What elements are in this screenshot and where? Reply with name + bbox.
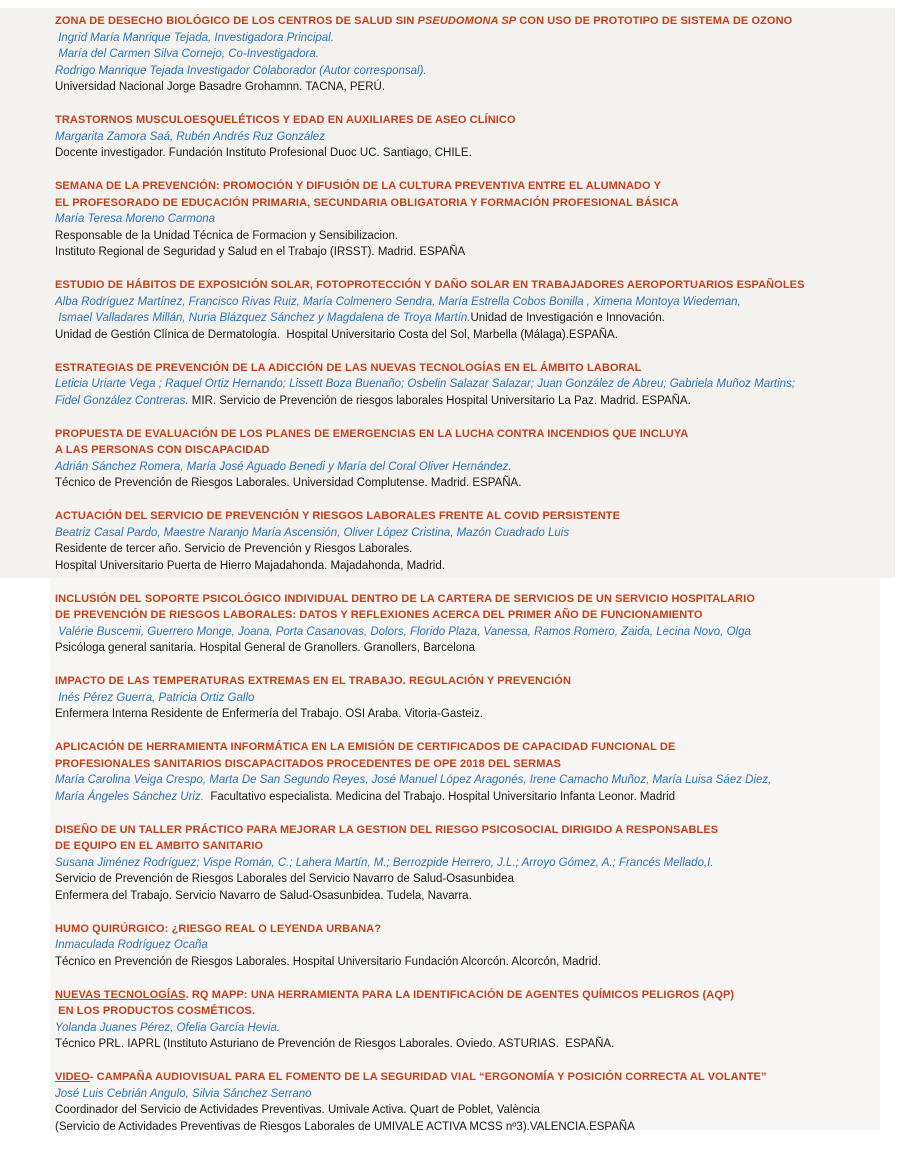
paper-authors-line [55, 624, 900, 641]
paper-title-line [55, 739, 900, 756]
text-segment-author: Valérie Buscemi, Guerrero Monge, Joana, Porta Casanovas, Dolors, Florido Plaza, Vanessa, Ramos Romero, Zaida, Lecina Novo, Olga [55, 625, 751, 638]
paper-affiliation-line [55, 640, 900, 657]
paper-affiliation-line [55, 145, 900, 162]
text-segment-author: Beatriz Casal Pardo, Maestre Naranjo María Ascensión, Oliver López Cristina, Mazón Cuadrado Luis [55, 526, 570, 539]
paper-authors-line [55, 393, 900, 410]
text-segment-plain: Hospital Universitario Puerta de Hierro Majadahonda. Majadahonda, Madrid. [55, 559, 445, 572]
text-segment-plain: Coordinador del Servicio de Actividades Preventivas. Umivale Activa. Quart de Poblet, València [55, 1104, 540, 1116]
text-segment-author: María Teresa Moreno Carmona [55, 213, 216, 225]
text-segment-title: INCLUSIÓN DEL SOPORTE PSICOLÓGICO INDIVIDUAL DENTRO DE LA CARTERA DE SERVICIOS DE UN SERVICIO HOSPITALARIO [55, 592, 756, 605]
text-segment-title: CON USO DE PROTOTIPO DE SISTEMA DE OZONO [516, 15, 793, 27]
paper-authors-line [55, 30, 900, 47]
text-segment-title: PROPUESTA DE EVALUACIÓN DE LOS PLANES DE EMERGENCIAS EN LA LUCHA CONTRA INCENDIOS QUE INCLUYA [55, 427, 689, 440]
text-segment-title: EN LOS PRODUCTOS COSMÉTICOS. [55, 1005, 256, 1017]
paper-authors-line [55, 459, 900, 476]
text-segment-title: ESTUDIO DE HÁBITOS DE EXPOSICIÓN SOLAR, FOTOPROTECCIÓN Y DAÑO SOLAR EN TRABAJADORES AEROPORTUARIOS ESPAÑOLES [55, 279, 805, 291]
text-segment-title: - CAMPAÑA AUDIOVISUAL PARA EL FOMENTO DE LA SEGURIDAD VIAL “ERGONOMÍA Y POSICIÓN CORRECTA AL VOLANTE” [89, 1071, 767, 1083]
paper-entry [55, 822, 900, 905]
text-segment-title: DE EQUIPO EN EL AMBITO SANITARIO [55, 840, 264, 852]
text-segment-author: Rodrigo Manrique Tejada Investigador Colaborador (Autor corresponsal). [55, 64, 427, 77]
text-segment-title: TRASTORNOS MUSCULOESQUELÉTICOS Y EDAD EN AUXILIARES DE ASEO CLÍNICO [55, 114, 516, 126]
text-segment-title: PROFESIONALES SANITARIOS DISCAPACITADOS PROCEDENTES DE OPE 2018 DEL SERMAS [55, 757, 561, 770]
text-segment-plain: Responsable de la Unidad Técnica de Formacion y Sensibilizacion. [55, 229, 399, 242]
paper-title-line [55, 13, 900, 30]
paper-authors-line [55, 937, 900, 954]
paper-title-line [55, 607, 900, 624]
paper-authors-line [55, 294, 900, 311]
text-segment-plain: Unidad de Gestión Clínica de Dermatología. Hospital Universitario Costa del Sol, Marbella (Málaga).ESPAÑA. [55, 328, 618, 341]
paper-affiliation-line [55, 558, 900, 575]
paper-entry [55, 360, 900, 410]
text-segment-title: ACTUACIÓN DEL SERVICIO DE PREVENCIÓN Y RIESGOS LABORALES FRENTE AL COVID PERSISTENTE [55, 510, 621, 522]
text-segment-title: HUMO QUIRÚRGICO: ¿RIESGO REAL O LEYENDA URBANA? [55, 922, 382, 935]
paper-authors-line [55, 46, 900, 63]
text-segment-author: Adrián Sánchez Romera, María José Aguado Benedi y María del Coral Oliver Hernández. [55, 460, 512, 473]
paper-title-line [55, 1069, 900, 1086]
text-segment-plain: Universidad Nacional Jorge Basadre Grohamnn. TACNA, PERÚ. [55, 81, 386, 93]
paper-affiliation-line [55, 228, 900, 245]
paper-affiliation-line [55, 327, 900, 344]
text-segment-author: Inés Pérez Guerra, Patricia Ortiz Gallo [55, 691, 255, 704]
text-segment-plain: Docente investigador. Fundación Instituto Profesional Duoc UC. Santiago, CHILE. [55, 147, 472, 159]
text-segment-plain: Técnico en Prevención de Riesgos Laborales. Hospital Universitario Fundación Alcorcón. Alcorcón, Madrid. [55, 955, 601, 968]
paper-title-line [55, 1003, 900, 1020]
text-segment-title: ESTRATEGIAS DE PREVENCIÓN DE LA ADICCIÓN DE LAS NUEVAS TECNOLOGÍAS EN EL ÁMBITO LABORAL [55, 361, 642, 374]
paper-entry [55, 426, 900, 492]
paper-title-line [55, 178, 900, 195]
paper-title-line [55, 987, 900, 1004]
paper-entry [55, 591, 900, 657]
paper-title-line [55, 508, 900, 525]
paper-affiliation-line [55, 1102, 900, 1119]
paper-authors-line [55, 855, 900, 872]
paper-title-line [55, 277, 900, 294]
text-segment-plain: MIR. Servicio de Prevención de riesgos laborales Hospital Universitario La Paz. Madrid. ESPAÑA. [188, 394, 691, 407]
paper-affiliation-line [55, 706, 900, 723]
text-segment-author: María del Carmen Silva Cornejo, Co-Investigadora. [55, 48, 319, 60]
paper-title-line [55, 756, 900, 773]
text-segment-title-underline: NUEVAS TECNOLOGÍAS [55, 988, 186, 1001]
paper-entry [55, 178, 900, 261]
paper-entry [55, 673, 900, 723]
text-segment-plain: Residente de tercer año. Servicio de Prevención y Riesgos Laborales. [55, 543, 413, 555]
text-segment-title: . RQ MAPP: UNA HERRAMIENTA PARA LA IDENTIFICACIÓN DE AGENTES QUÍMICOS PELIGROS (AQP) [185, 988, 735, 1001]
paper-affiliation-line [55, 79, 900, 96]
text-segment-author: Ismael Valladares Millán, Nuria Blázquez Sánchez y Magdalena de Troya Martín. [55, 312, 471, 324]
paper-entry [55, 112, 900, 162]
paper-affiliation-line [55, 541, 900, 558]
text-segment-plain: Servicio de Prevención de Riesgos Laborales del Servicio Navarro de Salud-Osasunbidea [55, 873, 514, 885]
text-segment-title: DISEÑO DE UN TALLER PRÁCTICO PARA MEJORAR LA GESTION DEL RIESGO PSICOSOCIAL DIRIGIDO A RESPONSABLES [55, 823, 719, 836]
paper-affiliation-line [55, 871, 900, 888]
paper-entry [55, 739, 900, 805]
paper-authors-line [55, 376, 900, 393]
text-segment-title-underline: VIDEO [55, 1071, 90, 1083]
paper-entry [55, 13, 900, 96]
paper-title-line [55, 673, 900, 690]
text-segment-author: María Carolina Veiga Crespo, Marta De San Segundo Reyes, José Manuel López Aragonés, Irene Camacho Muñoz, María Luisa Sáez Diez, [55, 774, 772, 786]
paper-title-line [55, 360, 900, 377]
paper-authors-line [55, 1020, 900, 1037]
paper-title-line [55, 822, 900, 839]
paper-affiliation-line [55, 1119, 900, 1136]
paper-title-line [55, 591, 900, 608]
text-segment-title: IMPACTO DE LAS TEMPERATURAS EXTREMAS EN EL TRABAJO. REGULACIÓN Y PREVENCIÓN [55, 675, 571, 687]
paper-entry [55, 921, 900, 971]
paper-authors-line [55, 63, 900, 80]
paper-entry [55, 1069, 900, 1135]
text-segment-title: APLICACIÓN DE HERRAMIENTA INFORMÁTICA EN LA EMISIÓN DE CERTIFICADOS DE CAPACIDAD FUNCIONAL DE [55, 741, 676, 753]
paper-title-line [55, 112, 900, 129]
paper-title-line [55, 426, 900, 443]
text-segment-author: Yolanda Juanes Pérez, Ofelia García Hevia. [55, 1021, 281, 1034]
paper-title-line [55, 442, 900, 459]
text-segment-author: Ingrid María Manrique Tejada, Investigadora Principal. [55, 31, 334, 44]
paper-affiliation-line [55, 954, 900, 971]
text-segment-plain: Enfermera del Trabajo. Servicio Navarro de Salud-Osasunbidea. Tudela, Navarra. [55, 889, 472, 902]
paper-authors-line [55, 211, 900, 228]
paper-title-line [55, 921, 900, 938]
paper-authors-line [55, 789, 900, 806]
text-segment-plain: Facultativo especialista. Medicina del Trabajo. Hospital Universitario Infanta Leonor. Madrid [203, 790, 676, 803]
paper-authors-line [55, 772, 900, 789]
text-segment-title-italic: PSEUDOMONA SP [417, 15, 517, 27]
paper-affiliation-line [55, 888, 900, 905]
text-segment-author: Alba Rodríguez Martínez, Francisco Rivas Ruiz, María Colmenero Sendra, María Estrella Cobos Bonilla , Ximena Montoya Wiedeman, [55, 295, 741, 308]
text-segment-title: ZONA DE DESECHO BIOLÓGICO DE LOS CENTROS DE SALUD SIN [55, 15, 418, 27]
paper-authors-line [55, 310, 900, 327]
text-segment-plain: (Servicio de Actividades Preventivas de Riesgos Laborales de UMIVALE ACTIVA MCSS nº3).VALENCIA.ESPAÑA [55, 1120, 635, 1133]
text-segment-author: María Ángeles Sánchez Uriz. [55, 790, 204, 803]
paper-authors-line [55, 129, 900, 146]
paper-authors-line [55, 525, 900, 542]
text-segment-title: SEMANA DE LA PREVENCIÓN: PROMOCIÓN Y DIFUSIÓN DE LA CULTURA PREVENTIVA ENTRE EL ALUMNADO Y [55, 180, 662, 192]
paper-authors-line [55, 1086, 900, 1103]
paper-title-line [55, 838, 900, 855]
text-segment-plain: Técnico de Prevención de Riesgos Laborales. Universidad Complutense. Madrid. ESPAÑA. [55, 477, 522, 489]
text-segment-plain: Técnico PRL. IAPRL (Instituto Asturiano de Prevención de Riesgos Laborales. Oviedo. ASTURIAS. ESPAÑA. [55, 1038, 615, 1050]
text-segment-author: José Luis Cebrián Angulo, Silvia Sánchez Serrano [55, 1087, 312, 1100]
paper-affiliation-line [55, 244, 900, 261]
text-segment-plain: Instituto Regional de Seguridad y Salud en el Trabajo (IRSST). Madrid. ESPAÑA [55, 246, 466, 258]
text-segment-plain: Enfermera Interna Residente de Enfermería del Trabajo. OSI Araba. Vitoria-Gasteiz. [55, 708, 484, 720]
paper-entry [55, 508, 900, 574]
text-segment-plain: Psicóloga general sanitaria. Hospital General de Granollers. Granollers, Barcelona [55, 642, 475, 654]
text-segment-author: Margarita Zamora Saá, Rubén Andrés Ruz González [55, 130, 325, 143]
paper-authors-line [55, 690, 900, 707]
text-segment-author: Leticia Uriarte Vega ; Raquel Ortiz Hernando; Lissett Boza Buenaño; Osbelin Salazar Salazar; Juan González de Abreu; Gabriela Muñoz Martins; [55, 378, 796, 390]
text-segment-plain: Unidad de Investigación e Innovación. [470, 312, 665, 324]
text-segment-author: Susana Jiménez Rodríguez; Vispe Román, C.; Lahera Martín, M.; Berrozpide Herrero, J.L.; Arroyo Gómez, A.; Francés Mellado,I. [55, 856, 714, 869]
paper-entry [55, 277, 900, 343]
paper-title-line [55, 195, 900, 212]
text-segment-title: DE PREVENCIÓN DE RIESGOS LABORALES: DATOS Y REFLEXIONES ACERCA DEL PRIMER AÑO DE FUNCIONAMIENTO [55, 609, 703, 621]
paper-entry [55, 987, 900, 1053]
text-segment-title: A LAS PERSONAS CON DISCAPACIDAD [55, 444, 270, 456]
text-segment-author: Inmaculada Rodríguez Ocaña [55, 939, 208, 951]
text-segment-author: Fidel González Contreras. [55, 394, 189, 407]
text-segment-title: EL PROFESORADO DE EDUCACIÓN PRIMARIA, SECUNDARIA OBLIGATORIA Y FORMACIÓN PROFESIONAL BÁSICA [55, 196, 679, 209]
paper-affiliation-line [55, 475, 900, 492]
paper-affiliation-line [55, 1036, 900, 1053]
